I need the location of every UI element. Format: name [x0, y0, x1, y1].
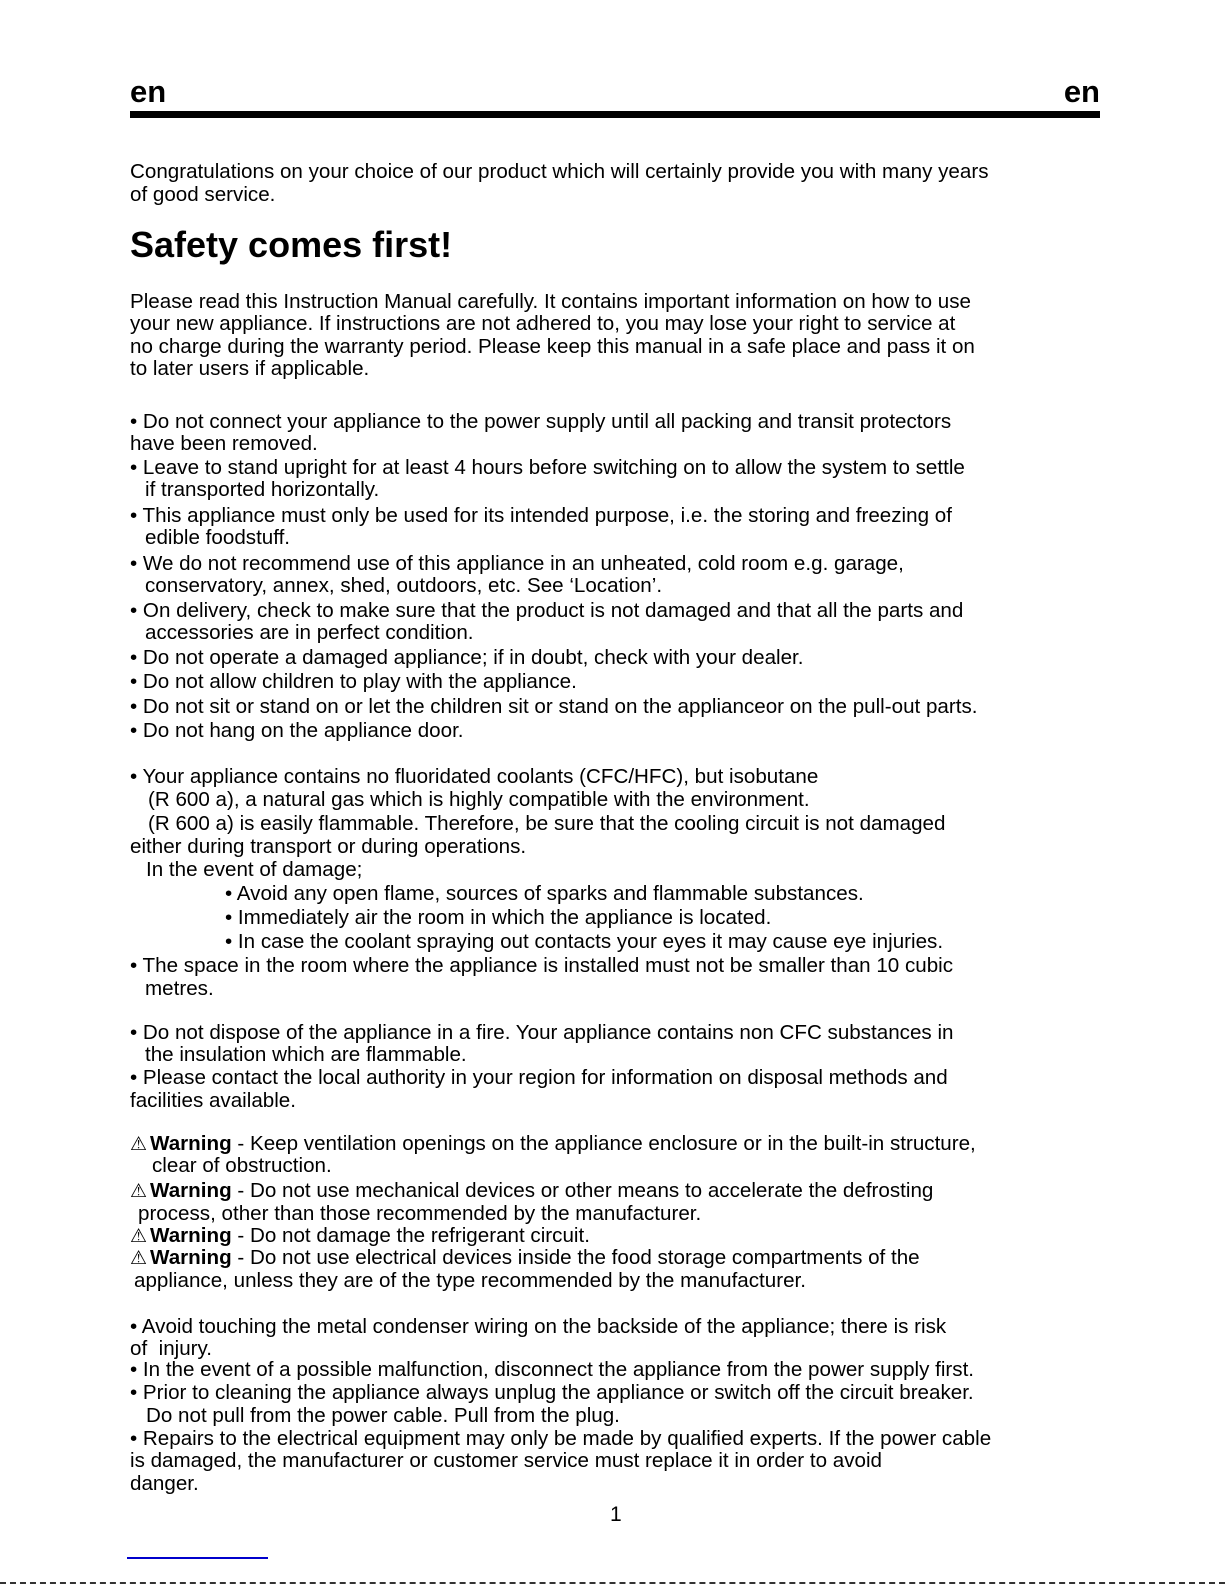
text-line — [130, 1472, 199, 1496]
text-line — [130, 670, 577, 694]
text-line — [130, 1089, 296, 1113]
line-text: (R 600 a), a natural gas which is highly compatible with the environment. — [148, 788, 810, 811]
warning-triangle-icon: ⚠ — [130, 1181, 148, 1202]
line-text: • We do not recommend use of this appliance in an unheated, cold room e.g. garage, — [130, 552, 904, 575]
text-line — [130, 599, 963, 623]
line-text: • Prior to cleaning the appliance always unplug the appliance or switch off the circuit breaker. — [130, 1381, 974, 1404]
text-line — [145, 574, 662, 598]
warning-triangle-icon: ⚠ — [130, 1134, 148, 1155]
text-line — [225, 930, 943, 954]
warning-label: Warning — [150, 1179, 232, 1202]
text-line — [130, 646, 804, 670]
line-text: • Do not operate a damaged appliance; if in doubt, check with your dealer. — [130, 646, 804, 669]
line-text: the insulation which are flammable. — [145, 1043, 467, 1066]
warning-triangle-icon: ⚠ — [130, 1248, 148, 1269]
text-line — [225, 882, 864, 906]
line-text: • Leave to stand upright for at least 4 hours before switching on to allow the system to settle — [130, 456, 965, 479]
line-text: to later users if applicable. — [130, 357, 370, 380]
line-text: your new appliance. If instructions are not adhered to, you may lose your right to service at — [130, 312, 956, 335]
text-line — [152, 1154, 332, 1178]
text-line — [130, 1381, 974, 1405]
line-text: facilities available. — [130, 1089, 296, 1112]
text-line — [145, 1043, 467, 1067]
text-line — [146, 1404, 620, 1428]
text-line — [130, 290, 971, 314]
text-line — [130, 719, 464, 743]
line-text: danger. — [130, 1472, 199, 1495]
line-text: - Do not use electrical devices inside the food storage compartments of the — [231, 1246, 920, 1269]
line-text: Do not pull from the power cable. Pull from the plug. — [146, 1404, 620, 1427]
line-text: • Your appliance contains no fluoridated coolants (CFC/HFC), but isobutane — [130, 765, 819, 788]
text-line — [145, 526, 290, 550]
line-text: • The space in the room where the appliance is installed must not be smaller than 10 cubic — [130, 954, 954, 977]
warning-label: Warning — [150, 1224, 232, 1247]
text-line — [145, 977, 214, 1001]
footer-link-underline — [127, 1557, 268, 1559]
line-text: Please read this Instruction Manual carefully. It contains important information on how to use — [130, 290, 971, 313]
line-text: • Do not dispose of the appliance in a fire. Your appliance contains non CFC substances in — [130, 1021, 954, 1044]
line-text: • In the event of a possible malfunction, disconnect the appliance from the power supply first. — [130, 1358, 975, 1381]
warning-label: Warning — [150, 1132, 232, 1155]
text-line — [130, 1358, 974, 1382]
warning-triangle-icon: ⚠ — [130, 1226, 148, 1247]
warning-line — [130, 1246, 920, 1271]
text-line — [130, 1427, 991, 1451]
line-text: - Do not damage the refrigerant circuit. — [231, 1224, 590, 1247]
text-line — [145, 621, 474, 645]
line-text: appliance, unless they are of the type recommended by the manufacturer. — [134, 1269, 806, 1292]
text-line — [130, 456, 965, 480]
text-line — [130, 1021, 953, 1045]
line-text: • Immediately air the room in which the appliance is located. — [225, 906, 772, 929]
line-text: • Do not connect your appliance to the power supply until all packing and transit protectors — [130, 410, 952, 433]
line-text: Congratulations on your choice of our product which will certainly provide you with many years — [130, 160, 989, 183]
header-rule — [130, 111, 1100, 118]
text-line — [130, 695, 977, 719]
line-text: • Do not sit or stand on or let the children sit or stand on the applianceor on the pull-out parts. — [130, 695, 978, 718]
line-text: process, other than those recommended by the manufacturer. — [138, 1202, 702, 1225]
language-label-left: en — [130, 74, 167, 109]
line-text: • In case the coolant spraying out contacts your eyes it may cause eye injuries. — [225, 930, 944, 953]
text-line — [130, 835, 526, 859]
line-text: (R 600 a) is easily flammable. Therefore, be sure that the cooling circuit is not damaged — [148, 812, 946, 835]
text-line — [130, 357, 369, 381]
line-text: have been removed. — [130, 432, 318, 455]
line-text: metres. — [145, 977, 214, 1000]
page-cut-line — [0, 1582, 1225, 1584]
line-text: either during transport or during operations. — [130, 835, 527, 858]
language-label-right: en — [1063, 74, 1100, 109]
text-line — [130, 504, 952, 528]
line-text: of injury. — [130, 1337, 213, 1360]
line-text: accessories are in perfect condition. — [145, 621, 474, 644]
text-line — [130, 552, 904, 576]
line-text: conservatory, annex, shed, outdoors, etc. See ‘Location’. — [145, 574, 663, 597]
line-text: clear of obstruction. — [152, 1154, 332, 1177]
line-text: of good service. — [130, 183, 276, 206]
line-text: edible foodstuff. — [145, 526, 291, 549]
line-text: is damaged, the manufacturer or customer service must replace it in order to avoid — [130, 1449, 883, 1472]
text-line — [130, 765, 818, 789]
line-text: • Avoid touching the metal condenser wiring on the backside of the appliance; there is risk — [130, 1315, 947, 1338]
text-line — [130, 1315, 946, 1339]
line-text: • Do not allow children to play with the appliance. — [130, 670, 577, 693]
text-line — [134, 1269, 806, 1293]
text-line — [225, 906, 771, 930]
text-line — [130, 954, 953, 978]
line-text: if transported horizontally. — [145, 478, 380, 501]
line-text: • Repairs to the electrical equipment may only be made by qualified experts. If the power cable — [130, 1427, 992, 1450]
text-line — [130, 312, 955, 336]
line-text: • Avoid any open flame, sources of sparks and flammable substances. — [225, 882, 864, 905]
text-line — [148, 788, 810, 812]
warning-label: Warning — [150, 1246, 232, 1269]
line-text: - Keep ventilation openings on the appliance enclosure or in the built-in structure, — [231, 1132, 976, 1155]
text-line — [130, 410, 951, 434]
text-line — [130, 160, 989, 184]
line-text: • Please contact the local authority in your region for information on disposal methods and — [130, 1066, 948, 1089]
text-line — [138, 1202, 701, 1226]
text-line — [130, 1449, 882, 1473]
text-line — [146, 858, 362, 882]
page-title: Safety comes first! — [130, 224, 453, 265]
text-line — [130, 432, 318, 456]
warning-line — [130, 1179, 933, 1204]
line-text: - Do not use mechanical devices or other means to accelerate the defrosting — [231, 1179, 934, 1202]
text-line — [130, 183, 275, 207]
text-line — [145, 478, 379, 502]
line-text: • On delivery, check to make sure that the product is not damaged and that all the parts and — [130, 599, 964, 622]
text-line — [130, 1066, 948, 1090]
line-text: • Do not hang on the appliance door. — [130, 719, 464, 742]
line-text: no charge during the warranty period. Please keep this manual in a safe place and pass it on — [130, 335, 975, 358]
line-text: In the event of damage; — [146, 858, 363, 881]
text-line — [130, 335, 975, 359]
line-text: • This appliance must only be used for its intended purpose, i.e. the storing and freezing of — [130, 504, 952, 527]
page-number: 1 — [610, 1503, 622, 1526]
text-line — [148, 812, 945, 836]
